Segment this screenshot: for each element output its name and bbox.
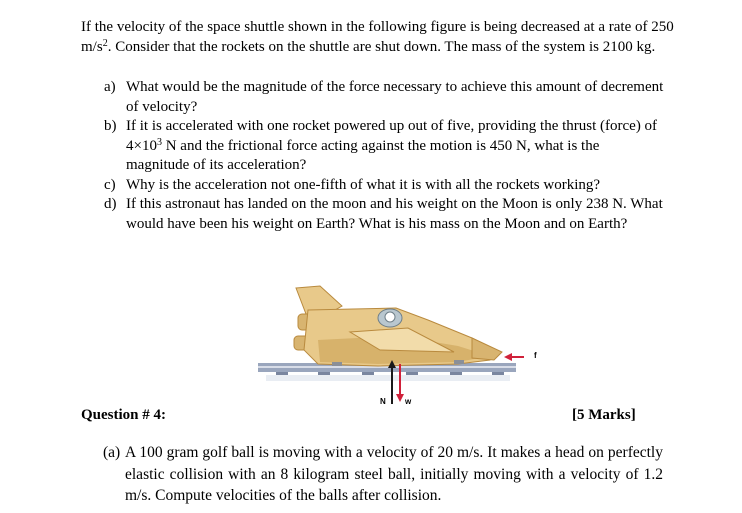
floor-shadow: [266, 375, 510, 381]
friction-label: f: [534, 351, 537, 360]
question-4-part-a-text: A 100 gram golf ball is moving with a velocity of 20 m/s. It makes a head on perfectly elastic collision with an 8 kilogram steel ball, initially moving with a velocity of 1.2 m/s. Compute velocities of the balls after collision.: [125, 444, 663, 504]
subquestion-letter: b): [104, 118, 117, 134]
question-4-part-a-letter: (a): [103, 444, 121, 461]
subquestion-b-part2: N and the frictional force acting against the motion is 450 N, what is the magnitude of its acceleration?: [126, 137, 600, 173]
problem-intro: [81, 18, 681, 57]
subquestion-letter: c): [104, 176, 116, 193]
subquestion-list: [104, 78, 664, 234]
intro-text-part2: . Consider that the rockets on the shuttle are shut down. The mass of the system is 2100 kg.: [107, 38, 656, 55]
intro-superscript: 2: [102, 37, 108, 49]
question-4-title: Question # 4:: [81, 407, 167, 423]
weight-label: w: [405, 397, 412, 406]
intro-text-part1: If the velocity of the space shuttle shown in the following figure is being decreased at a rate of 250 m/s: [81, 19, 674, 55]
runway-track-highlight: [258, 366, 516, 368]
subquestion-b-part1: If it is accelerated with one rocket powered up out of five, providing the thrust (force) of 4×10: [126, 118, 658, 154]
subquestion-text: Why is the acceleration not one-fifth of what it is with all the rockets working?: [126, 176, 601, 193]
subquestion-c: [104, 176, 664, 196]
subquestion-a: [104, 78, 664, 117]
weight-arrow-head: [396, 394, 404, 402]
shuttle-skid-front: [454, 360, 464, 364]
shuttle-nose: [472, 338, 502, 360]
subquestion-d: [104, 195, 664, 234]
subquestion-text: [126, 117, 664, 176]
subquestion-letter: d): [104, 196, 117, 212]
space-shuttle-figure: [258, 280, 548, 410]
runway-track-ties: [276, 372, 504, 375]
shuttle-skid-rear: [332, 362, 342, 366]
subquestion-text: What would be the magnitude of the force necessary to achieve this amount of decrement of velocity?: [126, 79, 664, 115]
friction-arrow-head: [504, 353, 512, 361]
question-4-marks: [5 Marks]: [572, 407, 636, 423]
subquestion-letter: a): [104, 79, 116, 95]
subquestion-text: If this astronaut has landed on the moon and his weight on the Moon is only 238 N. What would have been his weight on Earth? What is his mass on the Moon and on Earth?: [126, 196, 663, 232]
normal-force-label: N: [380, 397, 386, 406]
question-4-part-a: [103, 442, 663, 507]
astronaut-helmet: [385, 312, 395, 322]
subquestion-b-superscript: 3: [156, 136, 162, 148]
subquestion-b: [104, 117, 664, 176]
